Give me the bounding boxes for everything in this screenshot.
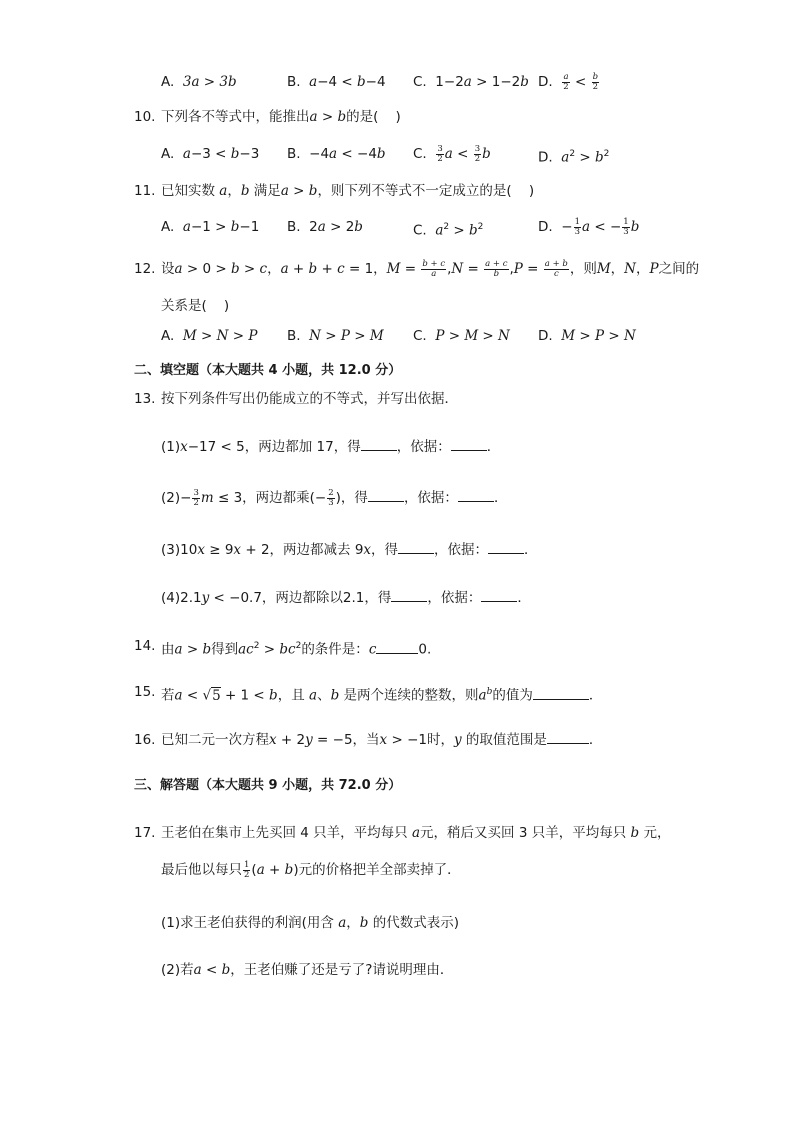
q13-sub2-text: (2)− $\frac{3}{2}$ m ≤ 3，两边都乘(− $\frac{2}{3}$ )，得 ，依据： ．	[161, 487, 508, 508]
q13-sub1-text: (1)x−17 < 5，两边都加 17，得 ，依据： ．	[161, 439, 501, 455]
q12-option-b: B. N > P > M	[287, 328, 384, 344]
q11-option-c: C. $a^2 > b^2$	[413, 222, 484, 239]
q11-option-d: D. − $\frac{1}{3}$ a < − $\frac{1}{3}$ b	[538, 216, 640, 237]
q9-option-c: C. 1−2a > 1−2b	[413, 74, 529, 90]
q9-option-a: A. 3a > 3b	[161, 74, 237, 90]
q9-option-d: D. $\frac{a}{2}$ < $\frac{b}{2}$	[538, 71, 599, 92]
q13-stem: 按下列条件写出仍能成立的不等式，并写出依据．	[161, 391, 458, 407]
q17-stem2: 最后他以每只 $\frac{1}{2}$ (a + b)元的价格把羊全部卖掉了．	[161, 859, 461, 880]
q12-option-d: D. M > P > N	[538, 328, 636, 344]
q14-number: 14.	[134, 638, 156, 654]
q16-stem: 已知二元一次方程x + 2y = −5，当x > −1时，y 的取值范围是 ．	[161, 732, 603, 748]
q12-option-c: C. P > M > N	[413, 328, 510, 344]
q12-stem: 设a > 0 > b > c，a + b + c = 1，M = $\frac{b + c}{a}$ ,N = $\frac{a + c}{b}$ ,P = $\frac{a + b}{c}$ ，则M，N，P之间的	[161, 258, 700, 279]
q11-number: 11.	[134, 183, 156, 199]
q12-number: 12.	[134, 261, 156, 277]
q16-number: 16.	[134, 732, 156, 748]
q10-option-a: A. a−3 < b−3	[161, 146, 260, 162]
q11-stem: 已知实数 a，b 满足a > b，则下列不等式不一定成立的是( )	[161, 183, 535, 199]
q11-option-a: A. a−1 > b−1	[161, 219, 260, 235]
q17-number: 17.	[134, 825, 156, 841]
q17-sub2-text: (2)若a < b，王老伯赚了还是亏了?请说明理由．	[161, 962, 454, 978]
q11-option-b: B. 2a > 2b	[287, 219, 363, 235]
q12-option-a: A. M > N > P	[161, 328, 258, 344]
q10-option-c: C. $\frac{3}{2}$ a < $\frac{3}{2}$ b	[413, 143, 491, 164]
q17-sub1-text: (1)求王老伯获得的利润(用含 a，b 的代数式表示)	[161, 915, 459, 931]
q15-number: 15.	[134, 684, 156, 700]
q10-number: 10.	[134, 109, 156, 125]
q12-stem2: 关系是( )	[161, 298, 230, 314]
q10-option-d: D. $a^2 > b^2$	[538, 149, 610, 166]
q10-option-b: B. −4a < −4b	[287, 146, 386, 162]
q14-stem: 由a > b得到$ac^2 > bc^2$的条件是：c 0.	[161, 641, 432, 658]
q13-sub3-text: (3)10x ≥ 9x + 2，两边都减去 9x，得 ，依据： ．	[161, 542, 538, 558]
section2-title: 二、填空题（本大题共 4 小题，共 12.0 分）	[134, 363, 402, 378]
q13-sub4-text: (4)2.1y < −0.7，两边都除以2.1，得 ，依据： ．	[161, 590, 531, 606]
section3-title: 三、解答题（本大题共 9 小题，共 72.0 分）	[134, 778, 402, 793]
q13-number: 13.	[134, 391, 156, 407]
q9-option-b: B. a−4 < b−4	[287, 74, 386, 90]
q10-stem: 下列各不等式中，能推出a > b的是( )	[161, 109, 401, 125]
q15-stem: 若a < √5 + 1 < b，且 a、b 是两个连续的整数，则$a^b$的值为 ．	[161, 687, 603, 704]
q17-stem: 王老伯在集市上先买回 4 只羊，平均每只 a元，稍后又买回 3 只羊，平均每只 b 元，	[161, 825, 671, 841]
